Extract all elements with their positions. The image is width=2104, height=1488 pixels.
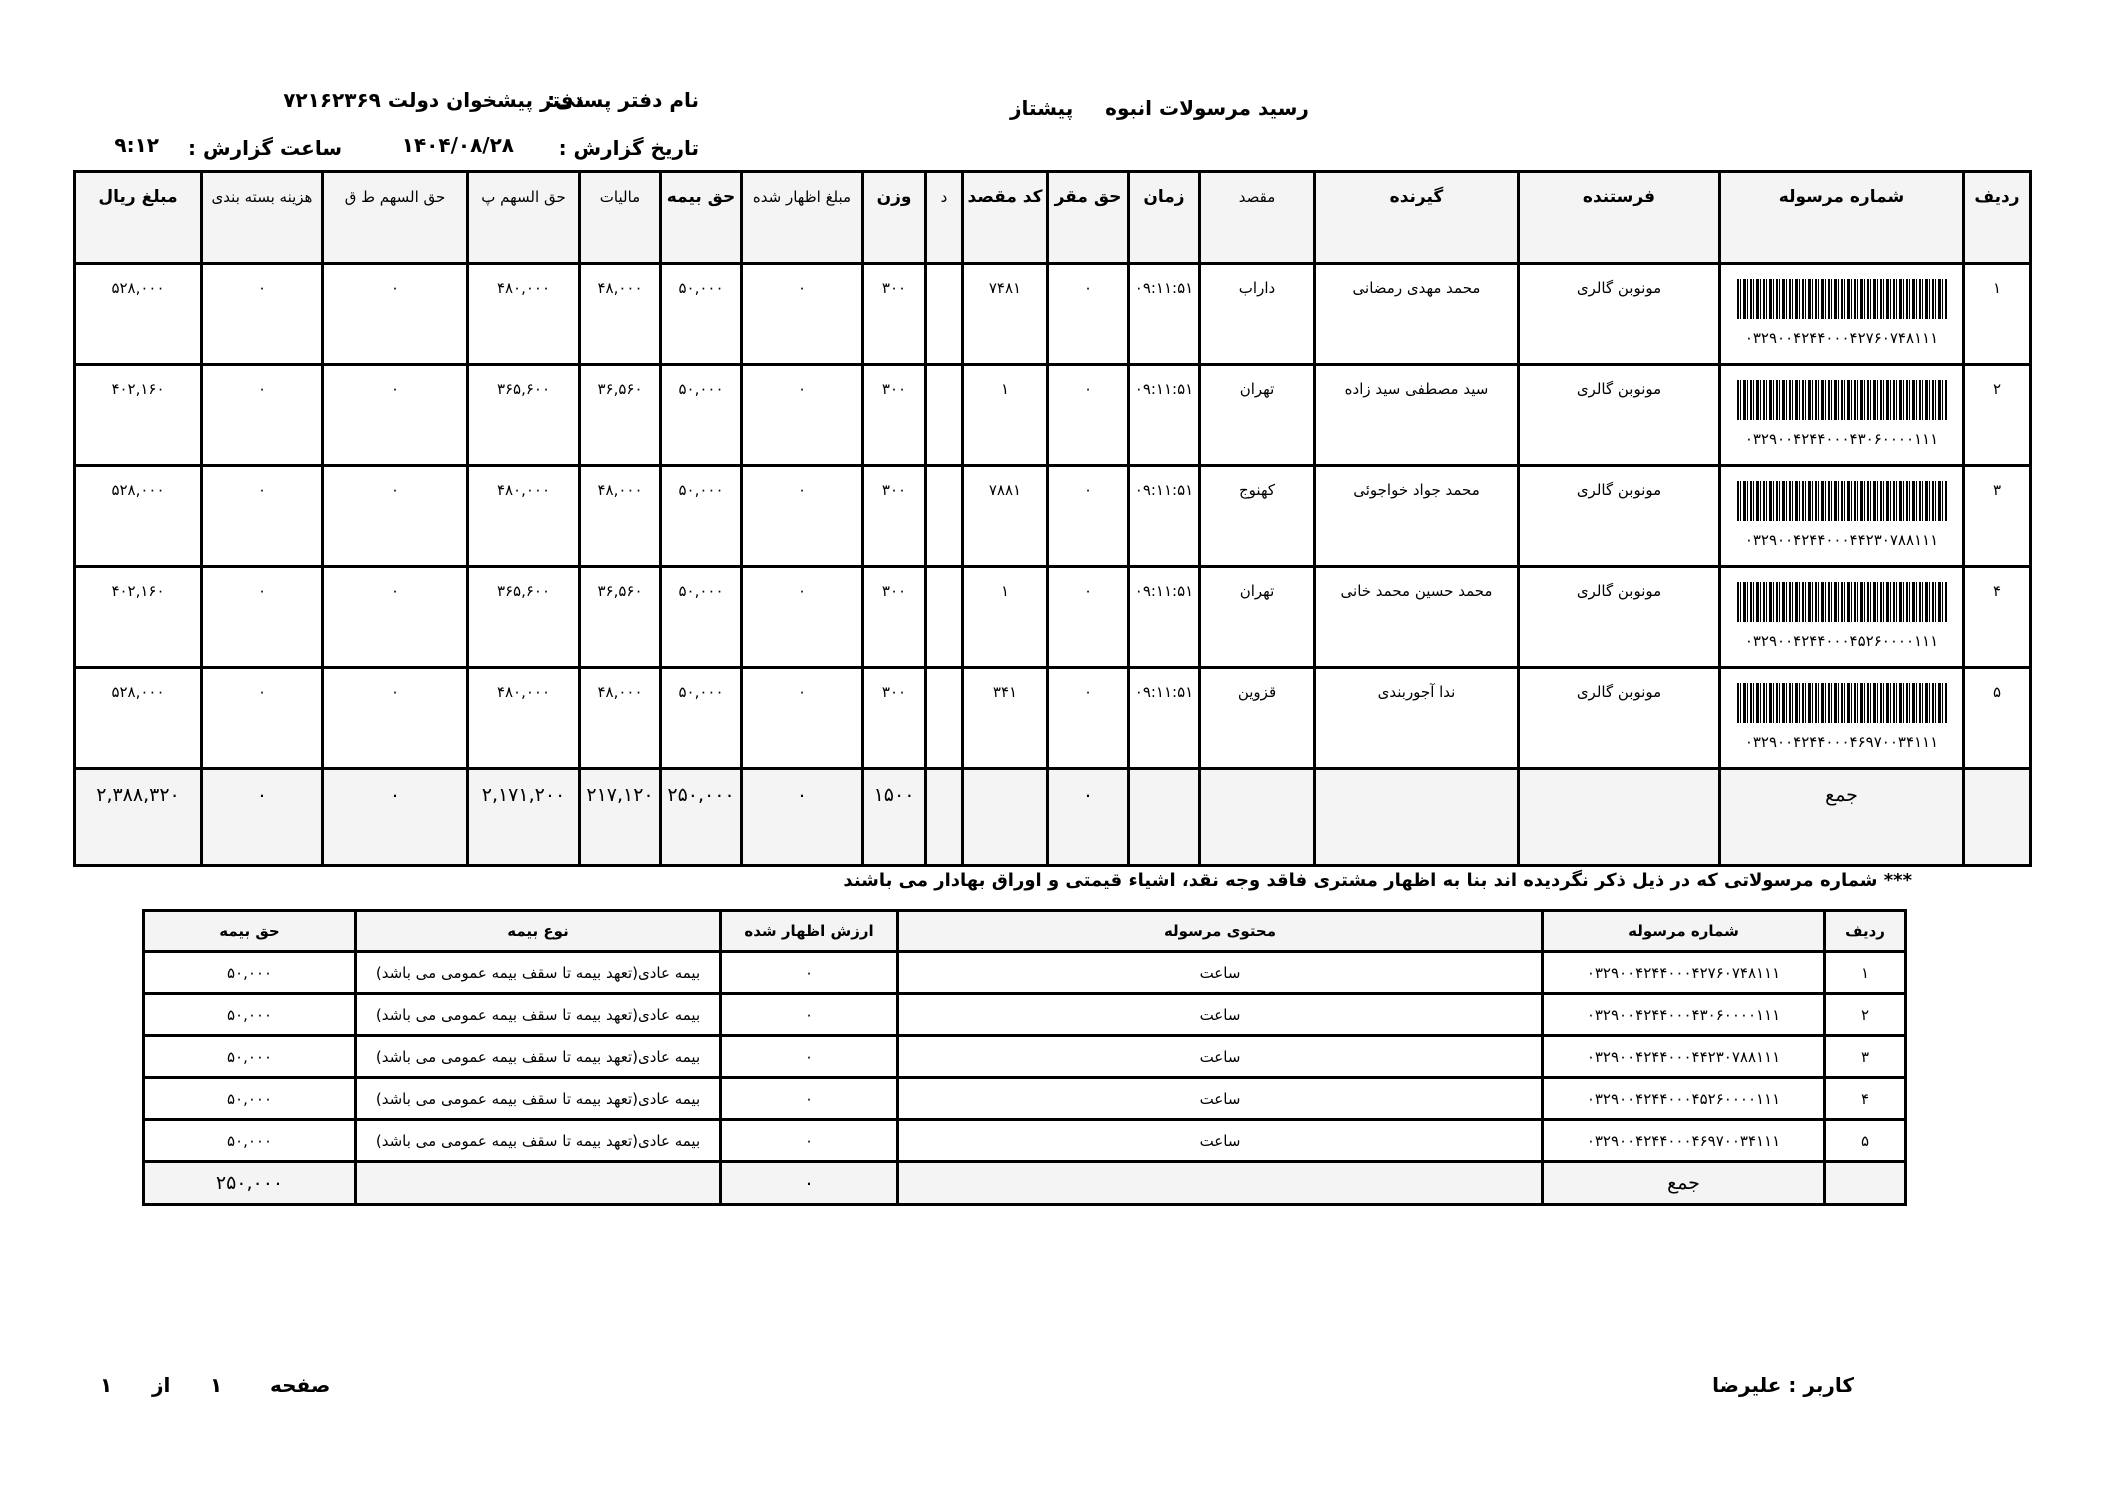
share-p: ۴۸۰,۰۰۰ <box>468 466 580 567</box>
base-fee: ۰ <box>1048 466 1129 567</box>
dest-code: ۷۸۸۱ <box>963 466 1048 567</box>
share-p: ۴۸۰,۰۰۰ <box>468 668 580 769</box>
col-insurance: حق بیمه <box>661 172 742 264</box>
declared: ۰ <box>721 952 898 994</box>
barcode-image <box>1737 481 1947 521</box>
content: ساعت <box>898 1120 1543 1162</box>
receiver: ندا آجوربندی <box>1315 668 1519 769</box>
row-index: ۲ <box>1964 365 2031 466</box>
total-declared: ۰ <box>721 1162 898 1205</box>
total-label: جمع <box>1720 769 1964 866</box>
table-row <box>75 264 2031 365</box>
total-amount: ۲,۳۸۸,۳۲۰ <box>75 769 202 866</box>
total-weight: ۱۵۰۰ <box>863 769 926 866</box>
barcode-number: ۰۳۲۹۰۰۴۲۴۴۰۰۰۴۴۲۳۰۷۸۸۱۱۱ <box>1744 531 1939 549</box>
insurance: ۵۰,۰۰۰ <box>144 1036 356 1078</box>
tax: ۳۶,۵۶۰ <box>580 365 661 466</box>
col-content: محتوی مرسوله <box>898 911 1543 952</box>
packing: ۰ <box>202 264 323 365</box>
packing: ۰ <box>202 466 323 567</box>
total-index <box>1825 1162 1906 1205</box>
share-tq: ۰ <box>323 668 468 769</box>
total-declared: ۰ <box>742 769 863 866</box>
date-value: ۱۴۰۴/۰۸/۲۸ <box>401 133 514 157</box>
table-row <box>144 952 1906 994</box>
total-time <box>1129 769 1200 866</box>
barcode-number: ۰۳۲۹۰۰۴۲۴۴۰۰۰۴۵۲۶۰۰۰۰۱۱۱ <box>1543 1078 1825 1120</box>
total-d <box>926 769 963 866</box>
row-index: ۳ <box>1964 466 2031 567</box>
row-index: ۱ <box>1964 264 2031 365</box>
col-tax: مالیات <box>580 172 661 264</box>
weight: ۳۰۰ <box>863 264 926 365</box>
table-row <box>144 1078 1906 1120</box>
share-p: ۴۸۰,۰۰۰ <box>468 264 580 365</box>
col-index: ردیف <box>1825 911 1906 952</box>
total-share-tq: ۰ <box>323 769 468 866</box>
total-destination <box>1200 769 1315 866</box>
receiver: محمد مهدی رمضانی <box>1315 264 1519 365</box>
total-packing: ۰ <box>202 769 323 866</box>
barcode-image <box>1737 683 1947 723</box>
total-label: جمع <box>1543 1162 1825 1205</box>
barcode-cell <box>1720 466 1964 567</box>
col-declared: ارزش اظهار شده <box>721 911 898 952</box>
amount: ۵۲۸,۰۰۰ <box>75 466 202 567</box>
share-p: ۳۶۵,۶۰۰ <box>468 567 580 668</box>
declared: ۰ <box>721 1078 898 1120</box>
base-fee: ۰ <box>1048 264 1129 365</box>
base-fee: ۰ <box>1048 365 1129 466</box>
row-index: ۴ <box>1825 1078 1906 1120</box>
barcode-number: ۰۳۲۹۰۰۴۲۴۴۰۰۰۴۵۲۶۰۰۰۰۱۱۱ <box>1744 632 1939 650</box>
barcode-cell <box>1720 365 1964 466</box>
declared: ۰ <box>721 1120 898 1162</box>
insurance-type: بیمه عادی(تعهد بیمه تا سقف بیمه عمومی می باشد) <box>356 1120 721 1162</box>
total-base-fee: ۰ <box>1048 769 1129 866</box>
insurance-type: بیمه عادی(تعهد بیمه تا سقف بیمه عمومی می باشد) <box>356 994 721 1036</box>
declared: ۰ <box>742 466 863 567</box>
dest-code: ۷۴۸۱ <box>963 264 1048 365</box>
amount: ۴۰۲,۱۶۰ <box>75 567 202 668</box>
time: ۰۹:۱۱:۵۱ <box>1129 264 1200 365</box>
insurance: ۵۰,۰۰۰ <box>661 567 742 668</box>
col-packing: هزینه بسته بندی <box>202 172 323 264</box>
report-title <box>1010 96 1309 120</box>
weight: ۳۰۰ <box>863 466 926 567</box>
share-p: ۳۶۵,۶۰۰ <box>468 365 580 466</box>
table-row <box>75 466 2031 567</box>
col-time: زمان <box>1129 172 1200 264</box>
declared: ۰ <box>721 994 898 1036</box>
destination: داراب <box>1200 264 1315 365</box>
tax: ۴۸,۰۰۰ <box>580 264 661 365</box>
tax: ۴۸,۰۰۰ <box>580 668 661 769</box>
receiver: سید مصطفی سید زاده <box>1315 365 1519 466</box>
insurance: ۵۰,۰۰۰ <box>144 952 356 994</box>
total-tax: ۲۱۷,۱۲۰ <box>580 769 661 866</box>
total-content <box>898 1162 1543 1205</box>
col-barcode: شماره مرسوله <box>1543 911 1825 952</box>
total-insurance-type <box>356 1162 721 1205</box>
insurance: ۵۰,۰۰۰ <box>144 1120 356 1162</box>
shipments-table <box>73 170 2032 867</box>
sender: مونوبن گالری <box>1519 466 1720 567</box>
total-insurance: ۲۵۰,۰۰۰ <box>661 769 742 866</box>
barcode-number: ۰۳۲۹۰۰۴۲۴۴۰۰۰۴۶۹۷۰۰۳۴۱۱۱ <box>1543 1120 1825 1162</box>
barcode-number: ۰۳۲۹۰۰۴۲۴۴۰۰۰۴۶۹۷۰۰۳۴۱۱۱ <box>1744 733 1939 751</box>
barcode-cell <box>1720 668 1964 769</box>
base-fee: ۰ <box>1048 668 1129 769</box>
receiver: محمد جواد خواجوئی <box>1315 466 1519 567</box>
table-row <box>75 567 2031 668</box>
row-index: ۲ <box>1825 994 1906 1036</box>
row-index: ۱ <box>1825 952 1906 994</box>
insurance-type: بیمه عادی(تعهد بیمه تا سقف بیمه عمومی می باشد) <box>356 1078 721 1120</box>
dest-code: ۱ <box>963 365 1048 466</box>
base-fee: ۰ <box>1048 567 1129 668</box>
total-sender <box>1519 769 1720 866</box>
table-row <box>75 365 2031 466</box>
insurance: ۵۰,۰۰۰ <box>661 466 742 567</box>
date-label: تاریخ گزارش : <box>558 136 699 160</box>
table-row <box>75 668 2031 769</box>
barcode-number: ۰۳۲۹۰۰۴۲۴۴۰۰۰۴۴۲۳۰۷۸۸۱۱۱ <box>1543 1036 1825 1078</box>
sender: مونوبن گالری <box>1519 668 1720 769</box>
valuables-notice: *** شماره مرسولاتی که در ذیل ذکر نگردیده اند بنا به اظهار مشتری فاقد وجه نقد، اشیاء قیمتی و اوراق بهادار می باشند <box>843 870 1912 891</box>
amount: ۵۲۸,۰۰۰ <box>75 264 202 365</box>
destination: تهران <box>1200 365 1315 466</box>
d <box>926 264 963 365</box>
packing: ۰ <box>202 365 323 466</box>
tax: ۳۶,۵۶۰ <box>580 567 661 668</box>
share-tq: ۰ <box>323 365 468 466</box>
total-row <box>144 1162 1906 1205</box>
total-share-p: ۲,۱۷۱,۲۰۰ <box>468 769 580 866</box>
table-row <box>144 1036 1906 1078</box>
table-header-row <box>75 172 2031 264</box>
destination: کهنوج <box>1200 466 1315 567</box>
time: ۰۹:۱۱:۵۱ <box>1129 466 1200 567</box>
col-insurance-type: نوع بیمه <box>356 911 721 952</box>
d <box>926 668 963 769</box>
user-label: کاربر : <box>1788 1373 1854 1397</box>
row-index: ۵ <box>1964 668 2031 769</box>
time-label: ساعت گزارش : <box>188 136 342 160</box>
col-barcode: شماره مرسوله <box>1720 172 1964 264</box>
insurance: ۵۰,۰۰۰ <box>661 365 742 466</box>
total-index <box>1964 769 2031 866</box>
time: ۰۹:۱۱:۵۱ <box>1129 567 1200 668</box>
col-share-p: حق السهم پ <box>468 172 580 264</box>
dest-code: ۳۴۱ <box>963 668 1048 769</box>
insurance: ۵۰,۰۰۰ <box>661 264 742 365</box>
barcode-number: ۰۳۲۹۰۰۴۲۴۴۰۰۰۴۲۷۶۰۷۴۸۱۱۱ <box>1744 329 1939 347</box>
d <box>926 567 963 668</box>
total-receiver <box>1315 769 1519 866</box>
office-name: دفتر پیشخوان دولت ۷۲۱۶۲۳۶۹ <box>283 88 584 112</box>
page-total: ۱ <box>100 1373 113 1397</box>
weight: ۳۰۰ <box>863 567 926 668</box>
amount: ۴۰۲,۱۶۰ <box>75 365 202 466</box>
declared: ۰ <box>742 668 863 769</box>
col-insurance: حق بیمه <box>144 911 356 952</box>
total-insurance: ۲۵۰,۰۰۰ <box>144 1162 356 1205</box>
barcode-image <box>1737 582 1947 622</box>
weight: ۳۰۰ <box>863 365 926 466</box>
page-of: از <box>152 1373 171 1397</box>
col-receiver: گیرنده <box>1315 172 1519 264</box>
office-label: نام دفتر پستی: <box>547 88 699 112</box>
destination: تهران <box>1200 567 1315 668</box>
packing: ۰ <box>202 668 323 769</box>
barcode-cell <box>1720 264 1964 365</box>
barcode-cell <box>1720 567 1964 668</box>
tax: ۴۸,۰۰۰ <box>580 466 661 567</box>
row-index: ۴ <box>1964 567 2031 668</box>
report-title-text: رسید مرسولات انبوه <box>1105 96 1309 120</box>
total-dest-code <box>963 769 1048 866</box>
packing: ۰ <box>202 567 323 668</box>
weight: ۳۰۰ <box>863 668 926 769</box>
col-base-fee: حق مقر <box>1048 172 1129 264</box>
dest-code: ۱ <box>963 567 1048 668</box>
col-destination: مقصد <box>1200 172 1315 264</box>
time: ۰۹:۱۱:۵۱ <box>1129 668 1200 769</box>
barcode-number: ۰۳۲۹۰۰۴۲۴۴۰۰۰۴۳۰۶۰۰۰۰۱۱۱ <box>1744 430 1939 448</box>
col-d: د <box>926 172 963 264</box>
share-tq: ۰ <box>323 567 468 668</box>
insurance: ۵۰,۰۰۰ <box>144 994 356 1036</box>
sender: مونوبن گالری <box>1519 365 1720 466</box>
content: ساعت <box>898 952 1543 994</box>
barcode-number: ۰۳۲۹۰۰۴۲۴۴۰۰۰۴۳۰۶۰۰۰۰۱۱۱ <box>1543 994 1825 1036</box>
col-sender: فرستنده <box>1519 172 1720 264</box>
insurance: ۵۰,۰۰۰ <box>144 1078 356 1120</box>
service-type: پیشتاز <box>1010 96 1074 120</box>
amount: ۵۲۸,۰۰۰ <box>75 668 202 769</box>
time-value: ۹:۱۲ <box>114 133 159 157</box>
col-dest-code: کد مقصد <box>963 172 1048 264</box>
user-name: علیرضا <box>1712 1373 1782 1397</box>
barcode-number: ۰۳۲۹۰۰۴۲۴۴۰۰۰۴۲۷۶۰۷۴۸۱۱۱ <box>1543 952 1825 994</box>
page-current: ۱ <box>210 1373 223 1397</box>
declared: ۰ <box>721 1036 898 1078</box>
insurance-table <box>142 909 1907 1206</box>
row-index: ۵ <box>1825 1120 1906 1162</box>
sender: مونوبن گالری <box>1519 264 1720 365</box>
barcode-image <box>1737 279 1947 319</box>
declared: ۰ <box>742 365 863 466</box>
sender: مونوبن گالری <box>1519 567 1720 668</box>
insurance: ۵۰,۰۰۰ <box>661 668 742 769</box>
content: ساعت <box>898 1036 1543 1078</box>
insurance-type: بیمه عادی(تعهد بیمه تا سقف بیمه عمومی می باشد) <box>356 1036 721 1078</box>
destination: قزوین <box>1200 668 1315 769</box>
total-row <box>75 769 2031 866</box>
receiver: محمد حسین محمد خانی <box>1315 567 1519 668</box>
barcode-image <box>1737 380 1947 420</box>
table-header-row <box>144 911 1906 952</box>
row-index: ۳ <box>1825 1036 1906 1078</box>
time: ۰۹:۱۱:۵۱ <box>1129 365 1200 466</box>
content: ساعت <box>898 994 1543 1036</box>
content: ساعت <box>898 1078 1543 1120</box>
col-weight: وزن <box>863 172 926 264</box>
share-tq: ۰ <box>323 466 468 567</box>
col-index: ردیف <box>1964 172 2031 264</box>
declared: ۰ <box>742 567 863 668</box>
col-declared: مبلغ اظهار شده <box>742 172 863 264</box>
table-row <box>144 1120 1906 1162</box>
user-info <box>1712 1373 1854 1397</box>
share-tq: ۰ <box>323 264 468 365</box>
col-amount: مبلغ ریال <box>75 172 202 264</box>
declared: ۰ <box>742 264 863 365</box>
d <box>926 365 963 466</box>
d <box>926 466 963 567</box>
table-row <box>144 994 1906 1036</box>
page-label: صفحه <box>270 1373 331 1397</box>
insurance-type: بیمه عادی(تعهد بیمه تا سقف بیمه عمومی می باشد) <box>356 952 721 994</box>
col-share-tq: حق السهم ط ق <box>323 172 468 264</box>
